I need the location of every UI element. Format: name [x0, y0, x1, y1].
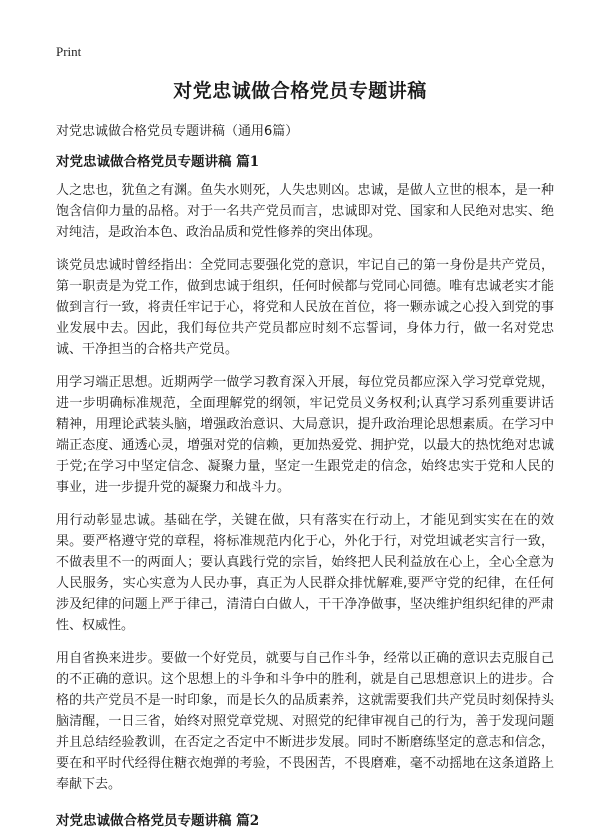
- paragraph: 用行动彰显忠诚。基础在学，关键在做，只有落实在行动上，才能见到实实在在的效果。要严格遵守党的章程，将标准规范内化于心，外化于行，对党坦诚老实言行一致，不做表里不一的两面人；要认真践行党的宗旨，始终把人民利益放在心上，全心全意为人民服务，实心实意为人民办事，真正为人民群众排忧解难,要严守党的纪律，在任何涉及纪律的问题上严于律己，清清白白做人，干干净净做事，坚决维护组织纪律的严肃性、权威性。: [56, 513, 554, 633]
- section-heading: 对党忠诚做合格党员专题讲稿 篇2: [56, 813, 260, 829]
- paragraph: 用自省换来进步。要做一个好党员，就要与自己作斗争，经常以正确的意识去克服自己的不正确的意识。这个思想上的斗争和斗争中的胜利，就是自己思想意识上的进步。合格的共产党员不是一时印象，而是长久的品质素养，这就需要我们共产党员时刻保持头脑清醒，一日三省，始终对照党章党规、对照党的纪律审视自己的行为，善于发现问题并且总结经验教训，在否定之否定中不断进步发展。同时不断磨练坚定的意志和信念，要在和平时代经得住糖衣炮弹的考验，不畏困苦，不畏磨难，毫不动摇地在这条道路上奉献下去。: [56, 651, 554, 792]
- page-title: 对党忠诚做合格党员专题讲稿: [173, 80, 427, 102]
- document-subtitle: 对党忠诚做合格党员专题讲稿（通用6篇）: [56, 124, 299, 139]
- paragraph: 谈党员忠诚时曾经指出：全党同志要强化党的意识，牢记自己的第一身份是共产党员，第一职责是为党工作，做到忠诚于组织，任何时候都与党同心同德。唯有忠诚老实才能做到言行一致，将责任牢记于心，将党和人民放在首位，将一颗赤诚之心投入到党的事业发展中去。因此，我们每位共产党员都应时刻不忘誓词，身体力行，做一名对党忠诚、干净担当的合格共产党员。: [56, 258, 554, 357]
- paragraph: 用学习端正思想。近期两学一做学习教育深入开展，每位党员都应深入学习党章党规，进一步明确标准规范，全面理解党的纲领，牢记党员义务权利;认真学习系列重要讲话精神，用理论武装头脑，增强政治意识、大局意识，提升政治理论思想素质。在学习中端正态度、通透心灵，增强对党的信赖，更加热爱党、拥护党，以最大的热忱绝对忠诚于党;在学习中坚定信念、凝聚力量，坚定一生跟党走的信念，始终忠实于党和人民的事业，进一步提升党的凝聚力和战斗力。: [56, 375, 554, 495]
- paragraph: 人之忠也，犹鱼之有渊。鱼失水则死，人失忠则凶。忠诚，是做人立世的根本，是一种饱含信仰力量的品格。对于一名共产党员而言，忠诚即对党、国家和人民绝对忠实、绝对纯洁，是政治本色、政治品质和党性修养的突出体现。: [56, 183, 554, 240]
- section-heading: 对党忠诚做合格党员专题讲稿 篇1: [56, 154, 260, 170]
- article-body: [56, 150, 554, 839]
- print-link[interactable]: Print: [56, 44, 82, 59]
